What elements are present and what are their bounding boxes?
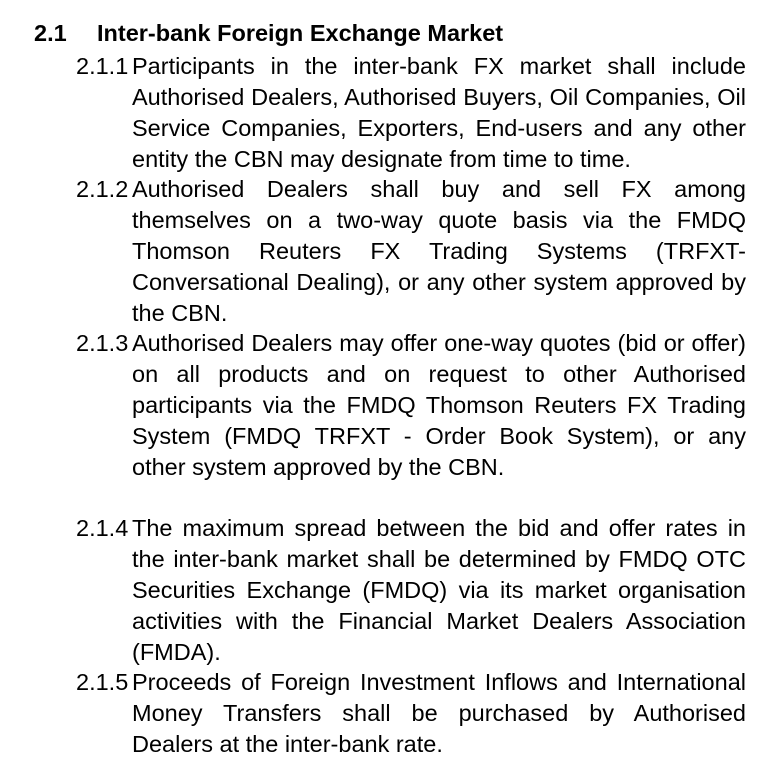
clause-number: 2.1.5 (76, 669, 129, 695)
clause-2-1-3 (76, 328, 746, 483)
clause-number: 2.1.2 (76, 176, 129, 202)
clause-text: Authorised Dealers shall buy and sell FX among themselves on a two-way quote basis via the FMDQ Thomson Reuters FX Trading Systems (TRFXT-Conversational Dealing), or any other system approved by the CBN. (132, 176, 746, 326)
section-title: Inter-bank Foreign Exchange Market (97, 20, 504, 46)
clause-2-1-4 (76, 513, 746, 668)
clause-2-1-2 (76, 174, 746, 329)
clause-text: Participants in the inter-bank FX market shall include Authorised Dealers, Authorised Buyers, Oil Companies, Oil Service Companies, Exporters, End-users and any other entity the CBN may designate from time to time. (132, 53, 746, 172)
clause-2-1-5 (76, 667, 746, 760)
clause-text: Authorised Dealers may offer one-way quotes (bid or offer) on all products and on request to other Authorised participants via the FMDQ Thomson Reuters FX Trading System (FMDQ TRFXT - Order Book System), or any other system approved by the CBN. (132, 330, 746, 480)
clause-number: 2.1.3 (76, 330, 129, 356)
section-heading (34, 18, 503, 48)
clause-2-1-1 (76, 51, 746, 175)
clause-text: Proceeds of Foreign Investment Inflows and International Money Transfers shall be purchased by Authorised Dealers at the inter-bank rate. (132, 669, 746, 757)
clause-text: The maximum spread between the bid and offer rates in the inter-bank market shall be determined by FMDQ OTC Securities Exchange (FMDQ) via its market organisation activities with the Financial Market Dealers Association (FMDA). (132, 515, 746, 665)
clause-number: 2.1.1 (76, 53, 129, 79)
section-number: 2.1 (34, 20, 67, 46)
clause-number: 2.1.4 (76, 515, 129, 541)
